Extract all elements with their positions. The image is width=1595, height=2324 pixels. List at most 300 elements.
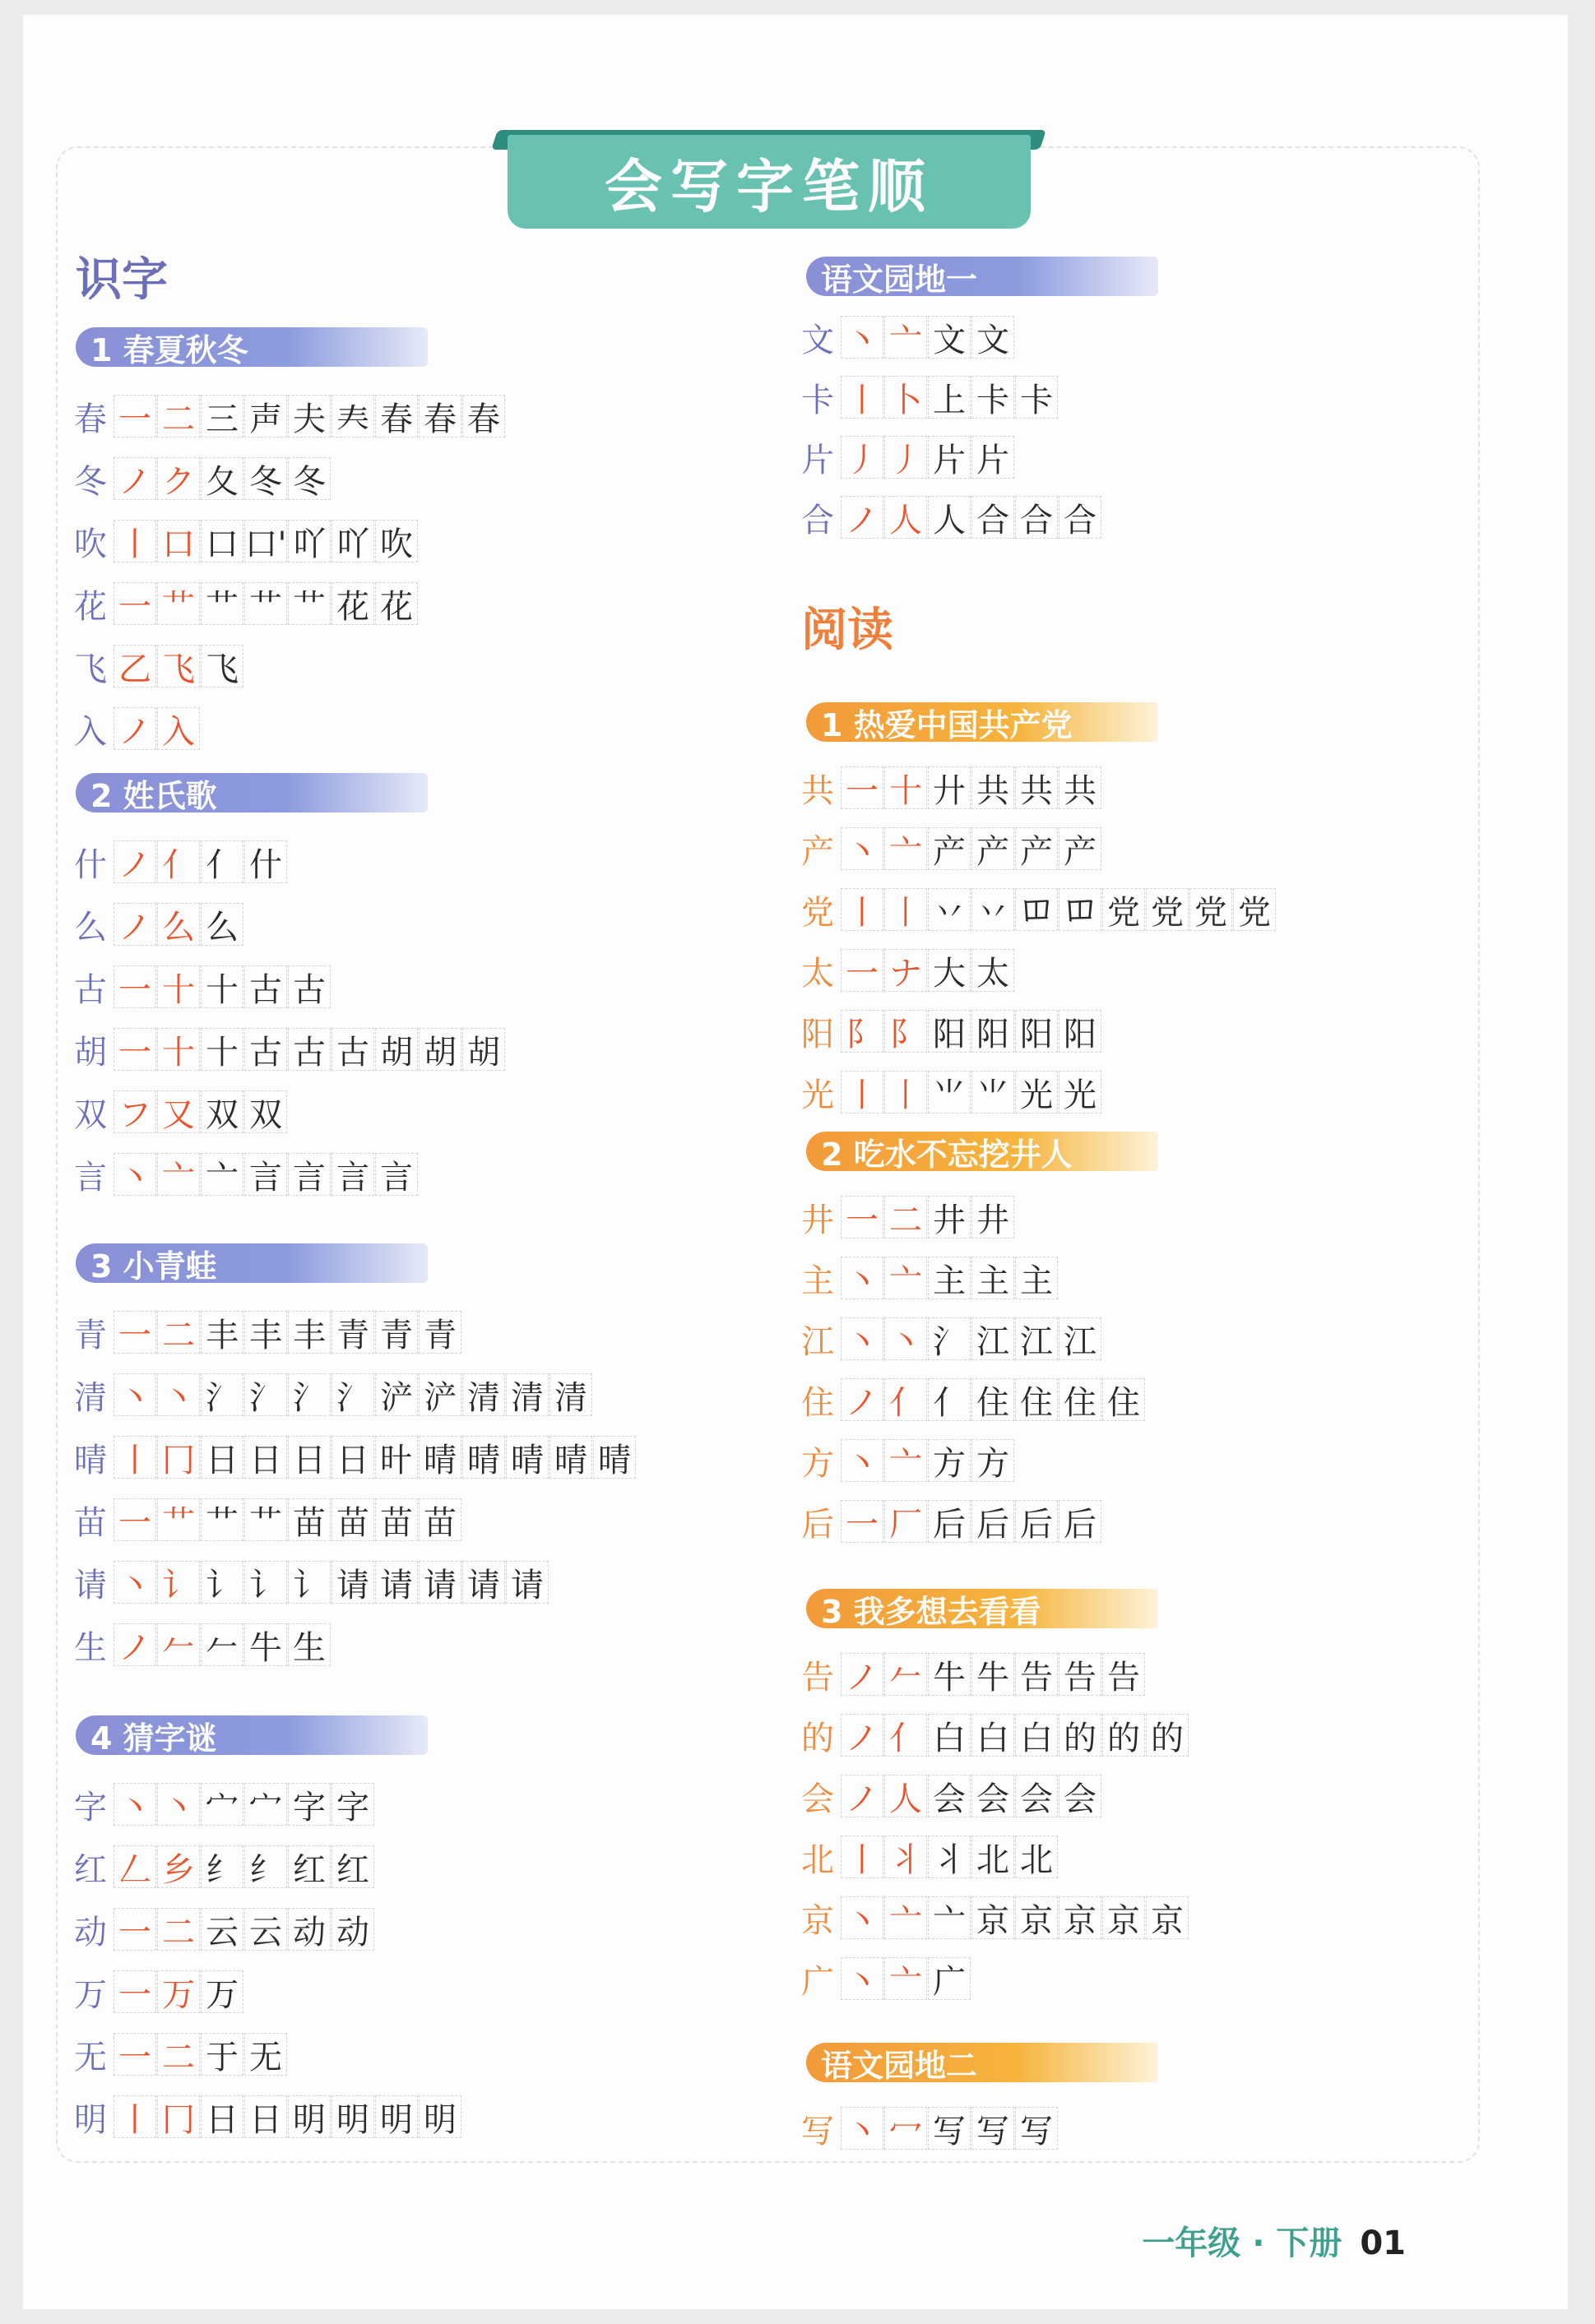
char-row (796, 1071, 1102, 1113)
stroke-step-cell: 丰 (201, 1311, 243, 1354)
char-row (796, 1010, 1102, 1053)
target-character: 什 (74, 845, 107, 884)
stroke-step-cell: 告 (1015, 1653, 1058, 1696)
lesson-label: 1 春夏秋冬 (76, 327, 428, 367)
stroke-step-cell: 白 (928, 1714, 971, 1757)
stroke-step-cell: 春 (462, 395, 505, 437)
stroke-step-cell: 胡 (419, 1028, 461, 1071)
stroke-step-cell: ノ (114, 1623, 156, 1666)
stroke-step-cell: 丶 (841, 1896, 883, 1939)
stroke-step-cell: 阝 (841, 1010, 883, 1053)
stroke-step-cell: 丷 (971, 888, 1014, 931)
stroke-step-cell: 夂 (201, 457, 243, 500)
stroke-step-cell: フ (114, 1090, 156, 1133)
stroke-step-cell: 十 (157, 965, 200, 1008)
stroke-step-cell: 苗 (375, 1498, 418, 1541)
stroke-step-cell: 人 (928, 496, 971, 539)
stroke-step-cell: ク (157, 457, 200, 500)
stroke-step-cell: 江 (971, 1317, 1014, 1360)
stroke-step-cell: 住 (1015, 1378, 1058, 1421)
stroke-step-cell: 丨 (114, 1436, 156, 1479)
stroke-step-cell: ⺌ (971, 1071, 1014, 1113)
stroke-step-cell: 亻 (884, 1714, 927, 1757)
stroke-step-cell: 会 (928, 1775, 971, 1817)
target-character: 党 (801, 893, 834, 932)
stroke-step-cell: 一 (114, 1498, 156, 1541)
stroke-step-cell: 口 (157, 520, 200, 562)
target-character: 太 (801, 954, 834, 993)
stroke-steps (841, 1957, 971, 2000)
target-character: 动 (74, 1913, 107, 1951)
stroke-step-cell: 乙 (114, 645, 156, 687)
stroke-step-cell: 日 (288, 1436, 331, 1479)
char-row (69, 840, 288, 883)
stroke-step-cell: 么 (157, 903, 200, 946)
char-row (796, 2107, 1059, 2150)
target-character: 明 (74, 2100, 107, 2139)
char-row (69, 1436, 637, 1479)
stroke-step-cell: 一 (114, 1970, 156, 2013)
stroke-step-cell: 丶 (114, 1561, 156, 1604)
stroke-step-cell: 讠 (288, 1561, 331, 1604)
stroke-step-cell: 吹 (375, 520, 418, 562)
stroke-steps (841, 2107, 1059, 2150)
stroke-step-cell: 后 (1059, 1500, 1101, 1543)
stroke-steps (841, 436, 1015, 479)
target-character: 字 (74, 1788, 107, 1826)
stroke-step-cell: 京 (1146, 1896, 1189, 1939)
stroke-step-cell: 阳 (1059, 1010, 1101, 1053)
char-row (69, 1498, 462, 1541)
stroke-step-cell: 光 (1015, 1071, 1058, 1113)
char-row (796, 1257, 1059, 1299)
stroke-step-cell: 牛 (244, 1623, 287, 1666)
stroke-steps (841, 766, 1102, 809)
stroke-step-cell: 纟 (244, 1845, 287, 1888)
stroke-step-cell: 一 (841, 766, 883, 809)
stroke-steps (841, 1196, 1015, 1238)
char-row (69, 1028, 506, 1071)
lesson-label: 语文园地二 (806, 2043, 1158, 2082)
stroke-step-cell: 讠 (201, 1561, 243, 1604)
stroke-step-cell: 纟 (201, 1845, 243, 1888)
stroke-step-cell: 十 (157, 1028, 200, 1071)
stroke-step-cell: 双 (201, 1090, 243, 1133)
stroke-step-cell: 一 (114, 1028, 156, 1071)
stroke-step-cell: 于 (201, 2033, 243, 2076)
char-row (796, 766, 1102, 809)
stroke-step-cell: 日 (201, 2095, 243, 2138)
stroke-steps (841, 1010, 1102, 1053)
stroke-step-cell: 冖 (884, 2107, 927, 2150)
char-row (796, 1196, 1015, 1238)
stroke-step-cell: 牛 (971, 1653, 1014, 1696)
stroke-step-cell: 氵 (201, 1373, 243, 1416)
title-banner (494, 130, 1043, 230)
stroke-step-cell: 古 (288, 1028, 331, 1071)
stroke-step-cell: 丶 (841, 1317, 883, 1360)
target-character: 冬 (74, 462, 107, 501)
stroke-step-cell: 丶 (157, 1783, 200, 1826)
stroke-step-cell: 阝 (884, 1010, 927, 1053)
stroke-step-cell: 片 (971, 436, 1014, 479)
target-character: 红 (74, 1850, 107, 1889)
target-character: 北 (801, 1840, 834, 1879)
stroke-step-cell: 么 (201, 903, 243, 946)
char-row (69, 1970, 244, 2013)
stroke-steps (841, 1775, 1102, 1817)
stroke-step-cell: 片 (928, 436, 971, 479)
stroke-step-cell: 丶 (157, 1373, 200, 1416)
stroke-step-cell: 亻 (157, 840, 200, 883)
char-row (796, 316, 1015, 359)
stroke-step-cell: 乡 (157, 1845, 200, 1888)
stroke-step-cell: 日 (201, 1436, 243, 1479)
stroke-step-cell: 后 (928, 1500, 971, 1543)
stroke-step-cell: 明 (332, 2095, 374, 2138)
stroke-step-cell: 产 (928, 827, 971, 870)
target-character: 文 (801, 321, 834, 359)
stroke-step-cell: 白 (1015, 1714, 1058, 1757)
stroke-step-cell: 明 (419, 2095, 461, 2138)
stroke-steps (114, 965, 332, 1008)
stroke-step-cell: 青 (332, 1311, 374, 1354)
stroke-steps (841, 888, 1277, 931)
stroke-step-cell: 苗 (288, 1498, 331, 1541)
stroke-step-cell: ナ (884, 949, 927, 992)
stroke-step-cell: 亠 (201, 1153, 243, 1196)
stroke-step-cell: 主 (928, 1257, 971, 1299)
char-row (69, 520, 419, 562)
stroke-step-cell: 党 (1102, 888, 1145, 931)
stroke-step-cell: 入 (157, 707, 200, 750)
target-character: 的 (801, 1719, 834, 1757)
page-number: 01 (1360, 2224, 1406, 2262)
stroke-step-cell: 晴 (549, 1436, 592, 1479)
target-character: 春 (74, 400, 107, 438)
stroke-step-cell: ノ (841, 496, 883, 539)
target-character: 入 (74, 712, 107, 751)
stroke-step-cell: 京 (1015, 1896, 1058, 1939)
stroke-step-cell: 冂 (157, 2095, 200, 2138)
stroke-step-cell: 丶 (841, 316, 883, 359)
stroke-step-cell: 共 (971, 766, 1014, 809)
stroke-steps (841, 1317, 1102, 1360)
stroke-step-cell: 卡 (1015, 376, 1058, 419)
stroke-steps (114, 1090, 288, 1133)
target-character: 会 (801, 1780, 834, 1818)
stroke-step-cell: 方 (928, 1439, 971, 1482)
stroke-step-cell: 古 (332, 1028, 374, 1071)
stroke-step-cell: 云 (201, 1908, 243, 1951)
lesson-label: 1 热爱中国共产党 (806, 702, 1158, 742)
stroke-step-cell: 口 (201, 520, 243, 562)
target-character: 广 (801, 1962, 834, 2001)
stroke-steps (114, 1970, 244, 2013)
char-row (69, 965, 332, 1008)
stroke-step-cell: 明 (288, 2095, 331, 2138)
stroke-steps (114, 903, 244, 946)
stroke-step-cell: ノ (841, 1714, 883, 1757)
stroke-step-cell: 亻 (201, 840, 243, 883)
stroke-step-cell: 阳 (928, 1010, 971, 1053)
stroke-step-cell: 云 (244, 1908, 287, 1951)
char-row (69, 1153, 419, 1196)
stroke-steps (114, 1311, 462, 1354)
stroke-step-cell: 合 (1059, 496, 1101, 539)
stroke-step-cell: 艹 (201, 582, 243, 625)
stroke-step-cell: ノ (841, 1775, 883, 1817)
char-row (69, 1845, 375, 1888)
stroke-step-cell: 吖 (288, 520, 331, 562)
target-character: 花 (74, 587, 107, 626)
target-character: 告 (801, 1658, 834, 1697)
stroke-step-cell: 𠃋 (114, 1845, 156, 1888)
char-row (796, 436, 1015, 479)
target-character: 合 (801, 501, 834, 539)
stroke-steps (841, 1439, 1015, 1482)
lesson-label: 2 吃水不忘挖井人 (806, 1132, 1158, 1171)
lesson-label: 3 小青蛙 (76, 1243, 428, 1283)
stroke-step-cell: 一 (841, 949, 883, 992)
char-row (796, 1378, 1146, 1421)
stroke-step-cell: 宀 (201, 1783, 243, 1826)
stroke-step-cell: 阳 (1015, 1010, 1058, 1053)
stroke-step-cell: 阳 (971, 1010, 1014, 1053)
stroke-step-cell: ノ (114, 457, 156, 500)
stroke-step-cell: 产 (1015, 827, 1058, 870)
stroke-step-cell: 会 (1059, 1775, 1101, 1817)
stroke-step-cell: 亻 (928, 1378, 971, 1421)
target-character: 清 (74, 1378, 107, 1417)
stroke-step-cell: 请 (419, 1561, 461, 1604)
stroke-step-cell: 丨 (114, 520, 156, 562)
target-character: 请 (74, 1566, 107, 1604)
lesson-label: 4 猜字谜 (76, 1715, 428, 1755)
stroke-step-cell: 𫩏 (1059, 888, 1101, 931)
stroke-step-cell: 丷 (928, 888, 971, 931)
stroke-step-cell: 清 (506, 1373, 549, 1416)
stroke-steps (114, 1845, 375, 1888)
stroke-step-cell: 二 (157, 395, 200, 437)
stroke-step-cell: 浐 (375, 1373, 418, 1416)
stroke-step-cell: 动 (332, 1908, 374, 1951)
stroke-step-cell: 晴 (593, 1436, 636, 1479)
stroke-step-cell: 夫 (288, 395, 331, 437)
stroke-step-cell: 文 (971, 316, 1014, 359)
stroke-step-cell: 人 (884, 1775, 927, 1817)
target-character: 无 (74, 2038, 107, 2076)
stroke-step-cell: 生 (288, 1623, 331, 1666)
char-row (796, 827, 1102, 870)
stroke-step-cell: 一 (114, 582, 156, 625)
stroke-step-cell: 讠 (244, 1561, 287, 1604)
stroke-step-cell: 艹 (244, 1498, 287, 1541)
stroke-step-cell: 告 (1102, 1653, 1145, 1696)
target-character: 吹 (74, 525, 107, 563)
stroke-step-cell: 共 (1015, 766, 1058, 809)
stroke-steps (841, 1653, 1146, 1696)
stroke-step-cell: 晴 (462, 1436, 505, 1479)
stroke-step-cell: 亠 (157, 1153, 200, 1196)
stroke-step-cell: 胡 (375, 1028, 418, 1071)
stroke-step-cell: 大 (928, 949, 971, 992)
stroke-steps (114, 520, 419, 562)
target-character: 飞 (74, 650, 107, 688)
stroke-step-cell: 宀 (244, 1783, 287, 1826)
stroke-step-cell: ⺌ (928, 1071, 971, 1113)
stroke-steps (114, 1623, 332, 1666)
stroke-step-cell: 花 (375, 582, 418, 625)
target-character: 片 (801, 441, 834, 479)
char-row (796, 888, 1277, 931)
char-row (69, 2033, 288, 2076)
stroke-steps (841, 1500, 1102, 1543)
stroke-step-cell: 广 (928, 1957, 971, 2000)
stroke-steps (841, 1896, 1189, 1939)
char-row (796, 1836, 1059, 1878)
stroke-step-cell: ノ (114, 707, 156, 750)
stroke-step-cell: 丰 (244, 1311, 287, 1354)
stroke-step-cell: 苗 (419, 1498, 461, 1541)
stroke-step-cell: 住 (971, 1378, 1014, 1421)
stroke-step-cell: 𠂉 (157, 1623, 200, 1666)
target-character: 后 (801, 1505, 834, 1544)
section-heading: 识字 (76, 252, 168, 307)
stroke-step-cell: 住 (1059, 1378, 1101, 1421)
stroke-step-cell: 丨 (114, 2095, 156, 2138)
target-character: 双 (74, 1095, 107, 1134)
stroke-step-cell: 写 (1015, 2107, 1058, 2150)
stroke-step-cell: 廾 (928, 766, 971, 809)
stroke-step-cell: 声 (244, 395, 287, 437)
target-character: 万 (74, 1975, 107, 2014)
stroke-step-cell: 告 (1059, 1653, 1101, 1696)
stroke-steps (114, 457, 332, 500)
stroke-step-cell: 会 (1015, 1775, 1058, 1817)
target-character: 古 (74, 970, 107, 1009)
stroke-step-cell: 十 (201, 1028, 243, 1071)
stroke-step-cell: 丨 (884, 1071, 927, 1113)
stroke-step-cell: 丶 (114, 1373, 156, 1416)
stroke-steps (841, 1714, 1189, 1757)
stroke-step-cell: 冂 (157, 1436, 200, 1479)
stroke-step-cell: ノ (841, 1378, 883, 1421)
stroke-step-cell: 一 (114, 2033, 156, 2076)
stroke-step-cell: 请 (506, 1561, 549, 1604)
page-title: 会写字笔顺 (508, 135, 1031, 229)
stroke-step-cell: 字 (288, 1783, 331, 1826)
stroke-step-cell: 党 (1233, 888, 1276, 931)
stroke-step-cell: 人 (884, 496, 927, 539)
stroke-step-cell: 请 (462, 1561, 505, 1604)
stroke-step-cell: 红 (332, 1845, 374, 1888)
stroke-step-cell: 氵 (332, 1373, 374, 1416)
stroke-step-cell: ノ (114, 840, 156, 883)
stroke-step-cell: 日 (244, 2095, 287, 2138)
stroke-step-cell: 丬 (884, 1836, 927, 1878)
stroke-step-cell: 京 (971, 1896, 1014, 1939)
stroke-steps (114, 1436, 637, 1479)
stroke-step-cell: 动 (288, 1908, 331, 1951)
stroke-step-cell: 丶 (114, 1783, 156, 1826)
stroke-step-cell: 苗 (332, 1498, 374, 1541)
stroke-step-cell: 丿 (841, 436, 883, 479)
stroke-steps (114, 840, 288, 883)
target-character: 晴 (74, 1441, 107, 1479)
stroke-step-cell: 晴 (419, 1436, 461, 1479)
stroke-step-cell: 共 (1059, 766, 1101, 809)
stroke-step-cell: 亠 (884, 316, 927, 359)
char-row (796, 1439, 1015, 1482)
stroke-step-cell: 字 (332, 1783, 374, 1826)
target-character: 共 (801, 771, 834, 810)
char-row (796, 1714, 1189, 1757)
stroke-step-cell: 丰 (288, 1311, 331, 1354)
section-heading: 阅读 (801, 603, 893, 657)
stroke-step-cell: 丨 (841, 888, 883, 931)
stroke-step-cell: 的 (1059, 1714, 1101, 1757)
stroke-step-cell: 住 (1102, 1378, 1145, 1421)
target-character: 写 (801, 2112, 834, 2150)
target-character: 方 (801, 1444, 834, 1483)
char-row (69, 2095, 462, 2138)
stroke-step-cell: 太 (971, 949, 1014, 992)
stroke-step-cell: 红 (288, 1845, 331, 1888)
target-character: 京 (801, 1901, 834, 1940)
stroke-step-cell: 丨 (841, 1071, 883, 1113)
stroke-steps (841, 1378, 1146, 1421)
stroke-step-cell: 双 (244, 1090, 287, 1133)
char-row (796, 1896, 1189, 1939)
char-row (796, 949, 1015, 992)
stroke-step-cell: 清 (462, 1373, 505, 1416)
stroke-step-cell: 亠 (928, 1896, 971, 1939)
stroke-step-cell: 党 (1189, 888, 1232, 931)
stroke-step-cell: 万 (157, 1970, 200, 2013)
stroke-step-cell: 主 (971, 1257, 1014, 1299)
stroke-step-cell: 丨 (841, 376, 883, 419)
stroke-step-cell: 丶 (884, 1317, 927, 1360)
stroke-step-cell: 言 (244, 1153, 287, 1196)
stroke-step-cell: 一 (841, 1196, 883, 1238)
char-row (69, 1090, 288, 1133)
lesson-label: 3 我多想去看看 (806, 1589, 1158, 1628)
stroke-step-cell: 牛 (928, 1653, 971, 1696)
stroke-step-cell: 日 (332, 1436, 374, 1479)
stroke-steps (114, 645, 244, 687)
stroke-step-cell: 亠 (884, 1896, 927, 1939)
stroke-step-cell: 十 (884, 766, 927, 809)
target-character: 青 (74, 1316, 107, 1354)
char-row (69, 582, 419, 625)
stroke-step-cell: 亻 (884, 1378, 927, 1421)
stroke-step-cell: 艹 (201, 1498, 243, 1541)
stroke-step-cell: 白 (971, 1714, 1014, 1757)
stroke-step-cell: 言 (288, 1153, 331, 1196)
stroke-steps (114, 582, 419, 625)
char-row (69, 1311, 462, 1354)
char-row (69, 1783, 375, 1826)
stroke-step-cell: 艹 (244, 582, 287, 625)
stroke-step-cell: 氵 (928, 1317, 971, 1360)
stroke-step-cell: 产 (971, 827, 1014, 870)
stroke-step-cell: 清 (549, 1373, 592, 1416)
target-character: 住 (801, 1383, 834, 1422)
target-character: 光 (801, 1076, 834, 1114)
target-character: 卡 (801, 381, 834, 419)
stroke-step-cell: 亠 (884, 827, 927, 870)
